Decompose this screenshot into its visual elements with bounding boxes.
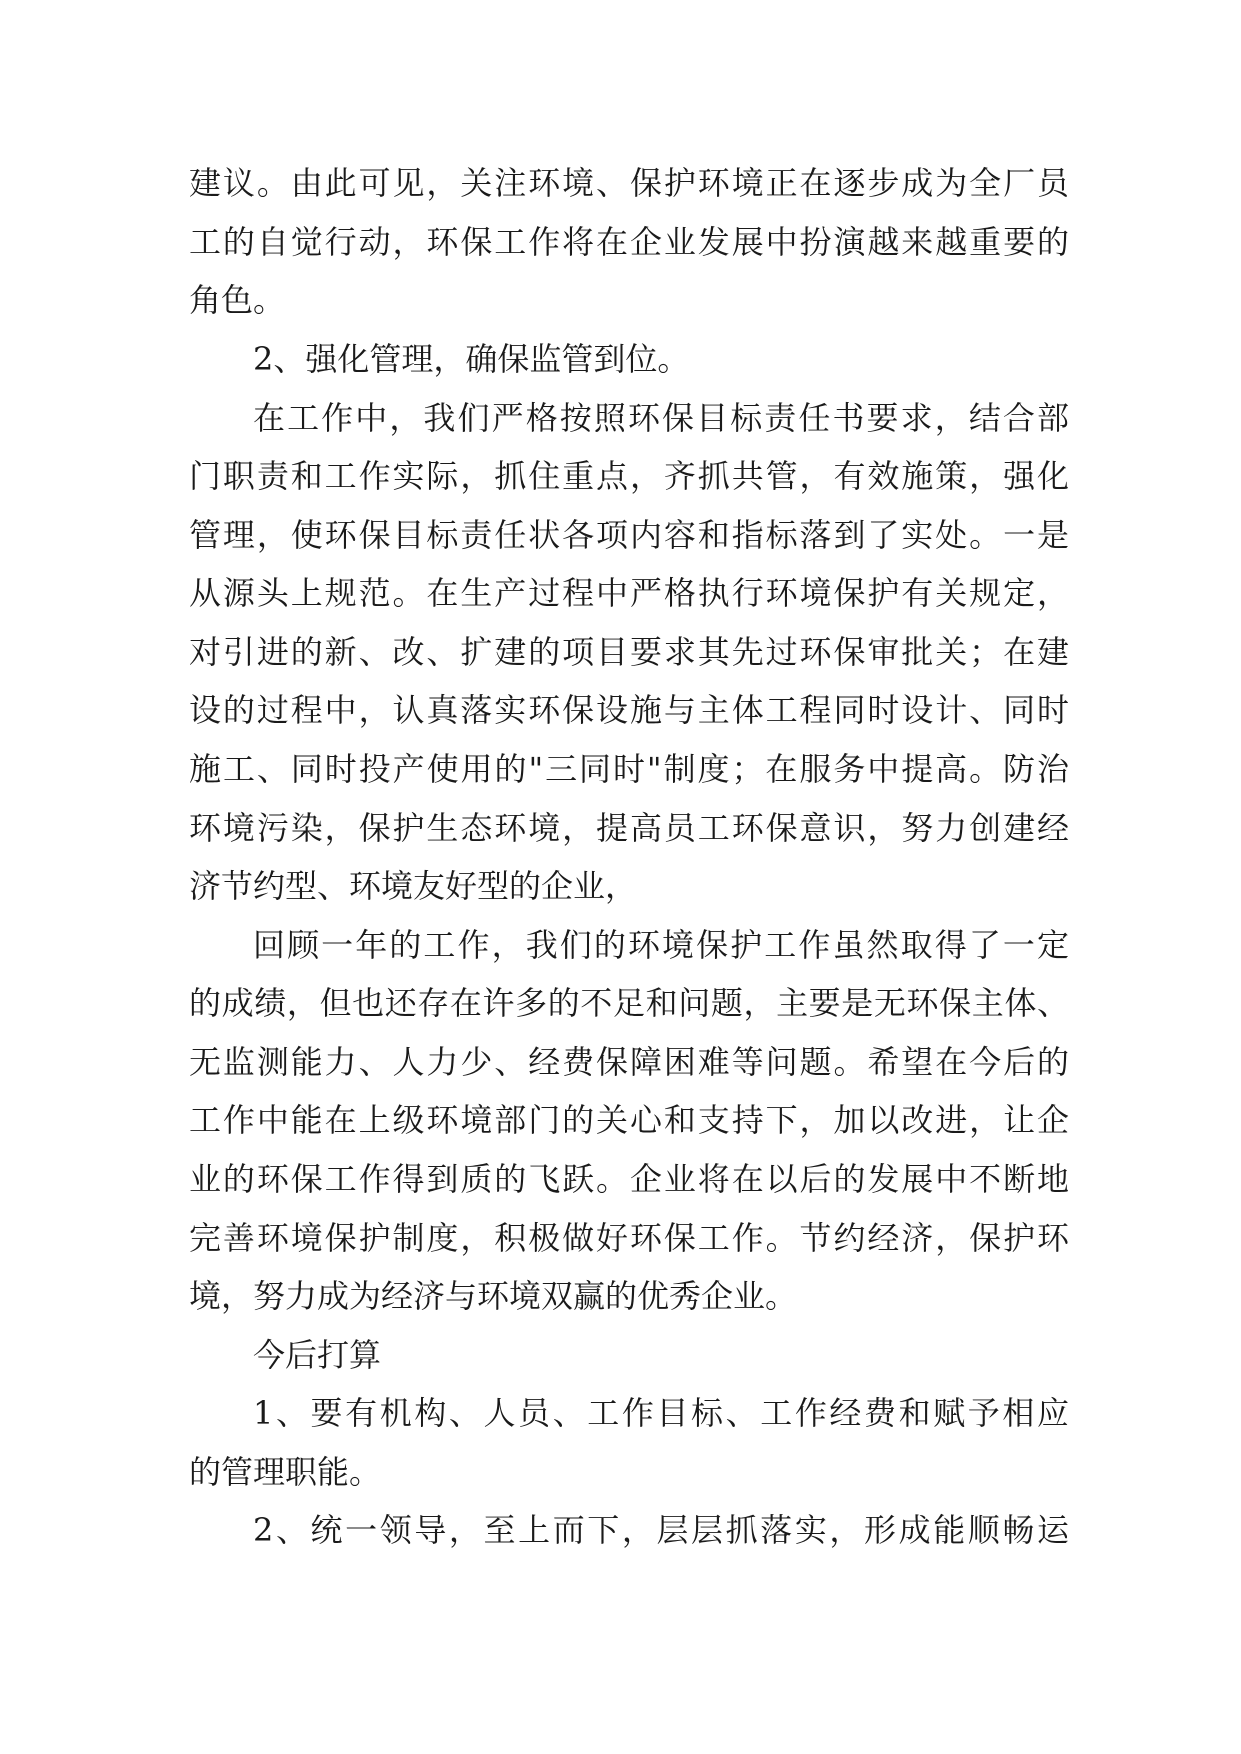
- text-line: 环境污染，保护生态环境，提高员工环保意识，努力创建经: [189, 809, 1069, 847]
- text-line: 门职责和工作实际，抓住重点，齐抓共管，有效施策，强化: [189, 457, 1069, 495]
- text-line: 建议。由此可见，关注环境、保护环境正在逐步成为全厂员: [189, 164, 1069, 202]
- text-line: 管理，使环保目标责任状各项内容和指标落到了实处。一是: [189, 516, 1069, 554]
- text-line: 完善环境保护制度，积极做好环保工作。节约经济，保护环: [189, 1219, 1069, 1257]
- text-line: 2、统一领导，至上而下，层层抓落实，形成能顺畅运: [253, 1511, 1069, 1549]
- text-line: 业的环保工作得到质的飞跃。企业将在以后的发展中不断地: [189, 1160, 1069, 1198]
- text-line: 2、强化管理，确保监管到位。: [253, 340, 690, 378]
- text-line: 回顾一年的工作，我们的环境保护工作虽然取得了一定: [253, 926, 1069, 964]
- text-line: 的管理职能。: [189, 1453, 382, 1491]
- text-line: 在工作中，我们严格按照环保目标责任书要求，结合部: [253, 399, 1069, 437]
- text-line: 对引进的新、改、扩建的项目要求其先过环保审批关；在建: [189, 633, 1069, 671]
- text-line: 工的自觉行动，环保工作将在企业发展中扮演越来越重要的: [189, 223, 1069, 261]
- text-line: 今后打算: [253, 1336, 382, 1374]
- text-line: 济节约型、环境友好型的企业，: [189, 867, 638, 905]
- text-line: 的成绩，但也还存在许多的不足和问题，主要是无环保主体、: [189, 984, 1069, 1022]
- text-line: 工作中能在上级环境部门的关心和支持下，加以改进，让企: [189, 1101, 1069, 1139]
- text-line: 施工、同时投产使用的"三同时"制度；在服务中提高。防治: [189, 750, 1069, 788]
- text-line: 境，努力成为经济与环境双赢的优秀企业。: [189, 1277, 798, 1315]
- text-line: 无监测能力、人力少、经费保障困难等问题。希望在今后的: [189, 1043, 1069, 1081]
- text-line: 设的过程中，认真落实环保设施与主体工程同时设计、同时: [189, 691, 1069, 729]
- text-line: 1、要有机构、人员、工作目标、工作经费和赋予相应: [253, 1394, 1069, 1432]
- text-line: 从源头上规范。在生产过程中严格执行环境保护有关规定，: [189, 574, 1069, 612]
- text-line: 角色。: [189, 281, 286, 319]
